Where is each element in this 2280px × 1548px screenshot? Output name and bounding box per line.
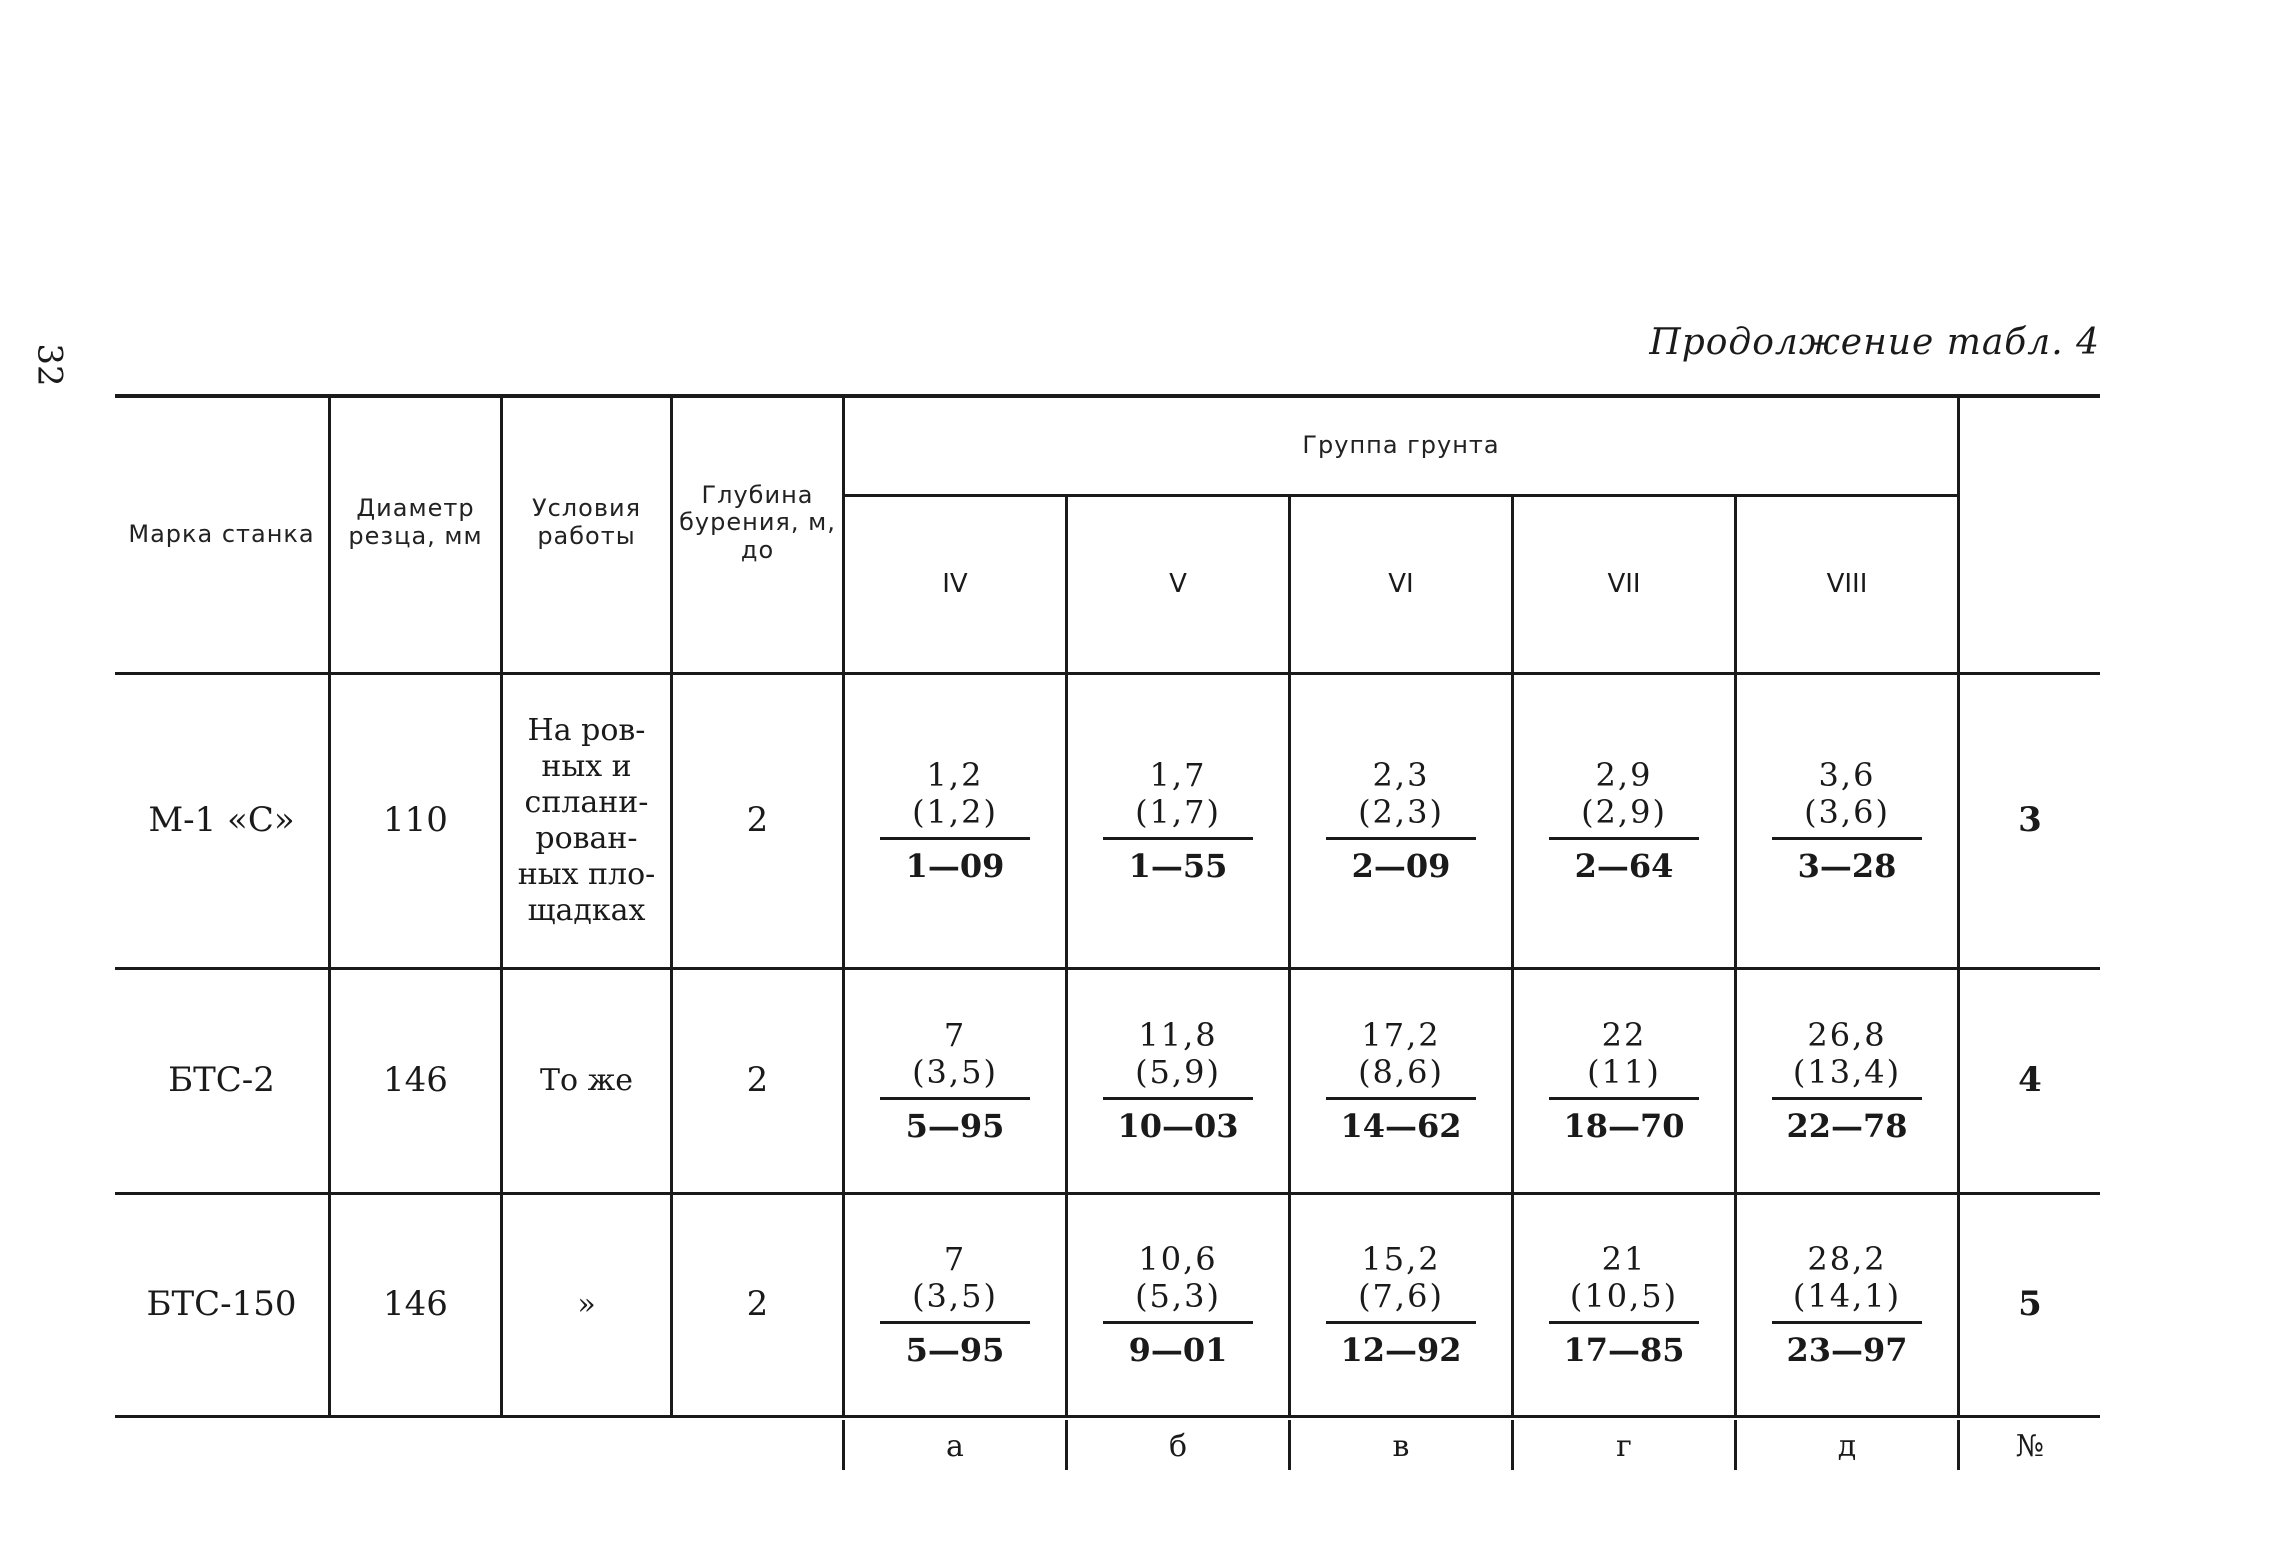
rate-cell	[1514, 675, 1734, 967]
rate-value: 22	[1601, 1016, 1647, 1055]
header-group-viii: VIII	[1826, 568, 1868, 599]
rate-cell	[1514, 1195, 1734, 1415]
rates-table	[115, 390, 2100, 1465]
row-conditions: То же	[540, 1063, 633, 1098]
rate-sub: (1,7)	[1135, 793, 1221, 832]
row-machine: М-1 «С»	[148, 800, 295, 841]
row-diameter: 146	[383, 1284, 448, 1325]
rate-sub: (2,3)	[1358, 793, 1444, 832]
fraction-bar	[1549, 1097, 1699, 1100]
rate-cell	[845, 1195, 1065, 1415]
rate-sub: (1,2)	[912, 793, 998, 832]
rate-sub: (5,3)	[1135, 1277, 1221, 1316]
rate-code: 5—95	[905, 1106, 1005, 1145]
fraction-bar	[1772, 837, 1922, 840]
row-machine: БТС-150	[146, 1284, 297, 1325]
rate-sub: (5,9)	[1135, 1053, 1221, 1092]
rate-code: 3—28	[1797, 846, 1897, 885]
table-caption: Продолжение табл. 4	[1649, 322, 2100, 363]
rate-cell	[1291, 1195, 1511, 1415]
row-number: 5	[2018, 1284, 2042, 1325]
footer-letter-g: г	[1616, 1429, 1632, 1465]
rate-value: 1,7	[1149, 756, 1207, 795]
rate-code: 5—95	[905, 1330, 1005, 1369]
rate-cell	[1291, 970, 1511, 1192]
fraction-bar	[1103, 1321, 1253, 1324]
rate-code: 14—62	[1340, 1106, 1462, 1145]
rate-cell	[1737, 970, 1957, 1192]
rate-value: 3,6	[1818, 756, 1876, 795]
footer-no-label: №	[2015, 1429, 2045, 1465]
header-machine: Марка станка	[128, 520, 315, 549]
rate-value: 28,2	[1807, 1240, 1887, 1279]
rate-value: 2,9	[1595, 756, 1653, 795]
rate-cell	[845, 970, 1065, 1192]
rate-value: 26,8	[1807, 1016, 1887, 1055]
rate-sub: (7,6)	[1358, 1277, 1444, 1316]
rate-sub: (11)	[1587, 1053, 1661, 1092]
row-number: 4	[2018, 1060, 2042, 1101]
rate-cell	[1514, 970, 1734, 1192]
rate-cell	[1068, 970, 1288, 1192]
header-group-vii: VII	[1607, 568, 1641, 599]
row-number: 3	[2018, 800, 2042, 841]
rate-cell	[1291, 675, 1511, 967]
rate-code: 9—01	[1128, 1330, 1228, 1369]
rate-value: 7	[943, 1240, 967, 1279]
rate-code: 12—92	[1340, 1330, 1462, 1369]
fraction-bar	[880, 837, 1030, 840]
row-diameter: 110	[383, 800, 448, 841]
row-conditions: На ров- ных и сплани- рован- ных пло- щадках	[517, 713, 656, 928]
header-group-v: V	[1169, 568, 1187, 599]
fraction-bar	[880, 1321, 1030, 1324]
rate-code: 18—70	[1563, 1106, 1685, 1145]
rate-code: 10—03	[1117, 1106, 1239, 1145]
rate-code: 17—85	[1563, 1330, 1685, 1369]
footer-letter-v: в	[1392, 1429, 1410, 1465]
fraction-bar	[880, 1097, 1030, 1100]
rate-sub: (2,9)	[1581, 793, 1667, 832]
rate-cell	[1068, 675, 1288, 967]
rate-value: 7	[943, 1016, 967, 1055]
rate-value: 15,2	[1361, 1240, 1441, 1279]
header-conditions: Условия работы	[531, 494, 642, 550]
rate-value: 17,2	[1361, 1016, 1441, 1055]
header-depth: Глубина бурения, м, до	[679, 480, 836, 564]
fraction-bar	[1772, 1321, 1922, 1324]
header-soil-group: Группа грунта	[1302, 431, 1500, 460]
rate-cell	[1068, 1195, 1288, 1415]
fraction-bar	[1772, 1097, 1922, 1100]
fraction-bar	[1103, 837, 1253, 840]
rate-code: 23—97	[1786, 1330, 1908, 1369]
fraction-bar	[1549, 1321, 1699, 1324]
rate-code: 22—78	[1786, 1106, 1908, 1145]
footer-letter-a: а	[946, 1429, 964, 1465]
row-depth: 2	[746, 1060, 769, 1101]
row-diameter: 146	[383, 1060, 448, 1101]
rate-cell	[845, 675, 1065, 967]
rate-sub: (3,6)	[1804, 793, 1890, 832]
rate-sub: (8,6)	[1358, 1053, 1444, 1092]
fraction-bar	[1549, 837, 1699, 840]
rate-sub: (3,5)	[912, 1277, 998, 1316]
header-group-iv: IV	[942, 568, 968, 599]
header-diameter: Диаметр резца, мм	[348, 494, 483, 550]
rate-value: 2,3	[1372, 756, 1430, 795]
row-depth: 2	[746, 1284, 769, 1325]
rate-value: 21	[1601, 1240, 1647, 1279]
rate-code: 2—09	[1351, 846, 1451, 885]
rate-sub: (14,1)	[1792, 1277, 1902, 1316]
row-depth: 2	[746, 800, 769, 841]
rule-row-3	[115, 1415, 2100, 1418]
rate-code: 1—55	[1128, 846, 1228, 885]
rate-sub: (10,5)	[1569, 1277, 1679, 1316]
row-conditions: »	[577, 1287, 596, 1322]
rate-value: 10,6	[1138, 1240, 1218, 1279]
footer-letter-d: д	[1837, 1429, 1857, 1465]
rate-value: 1,2	[926, 756, 984, 795]
footer-letter-b: б	[1168, 1429, 1188, 1465]
fraction-bar	[1326, 1097, 1476, 1100]
rate-sub: (13,4)	[1792, 1053, 1902, 1092]
fraction-bar	[1326, 837, 1476, 840]
rate-code: 1—09	[905, 846, 1005, 885]
header-group-vi: VI	[1388, 568, 1414, 599]
rate-code: 2—64	[1574, 846, 1674, 885]
page-number: 32	[29, 343, 70, 387]
fraction-bar	[1103, 1097, 1253, 1100]
rate-cell	[1737, 675, 1957, 967]
rate-cell	[1737, 1195, 1957, 1415]
fraction-bar	[1326, 1321, 1476, 1324]
rate-value: 11,8	[1138, 1016, 1218, 1055]
row-machine: БТС-2	[168, 1060, 275, 1101]
rate-sub: (3,5)	[912, 1053, 998, 1092]
